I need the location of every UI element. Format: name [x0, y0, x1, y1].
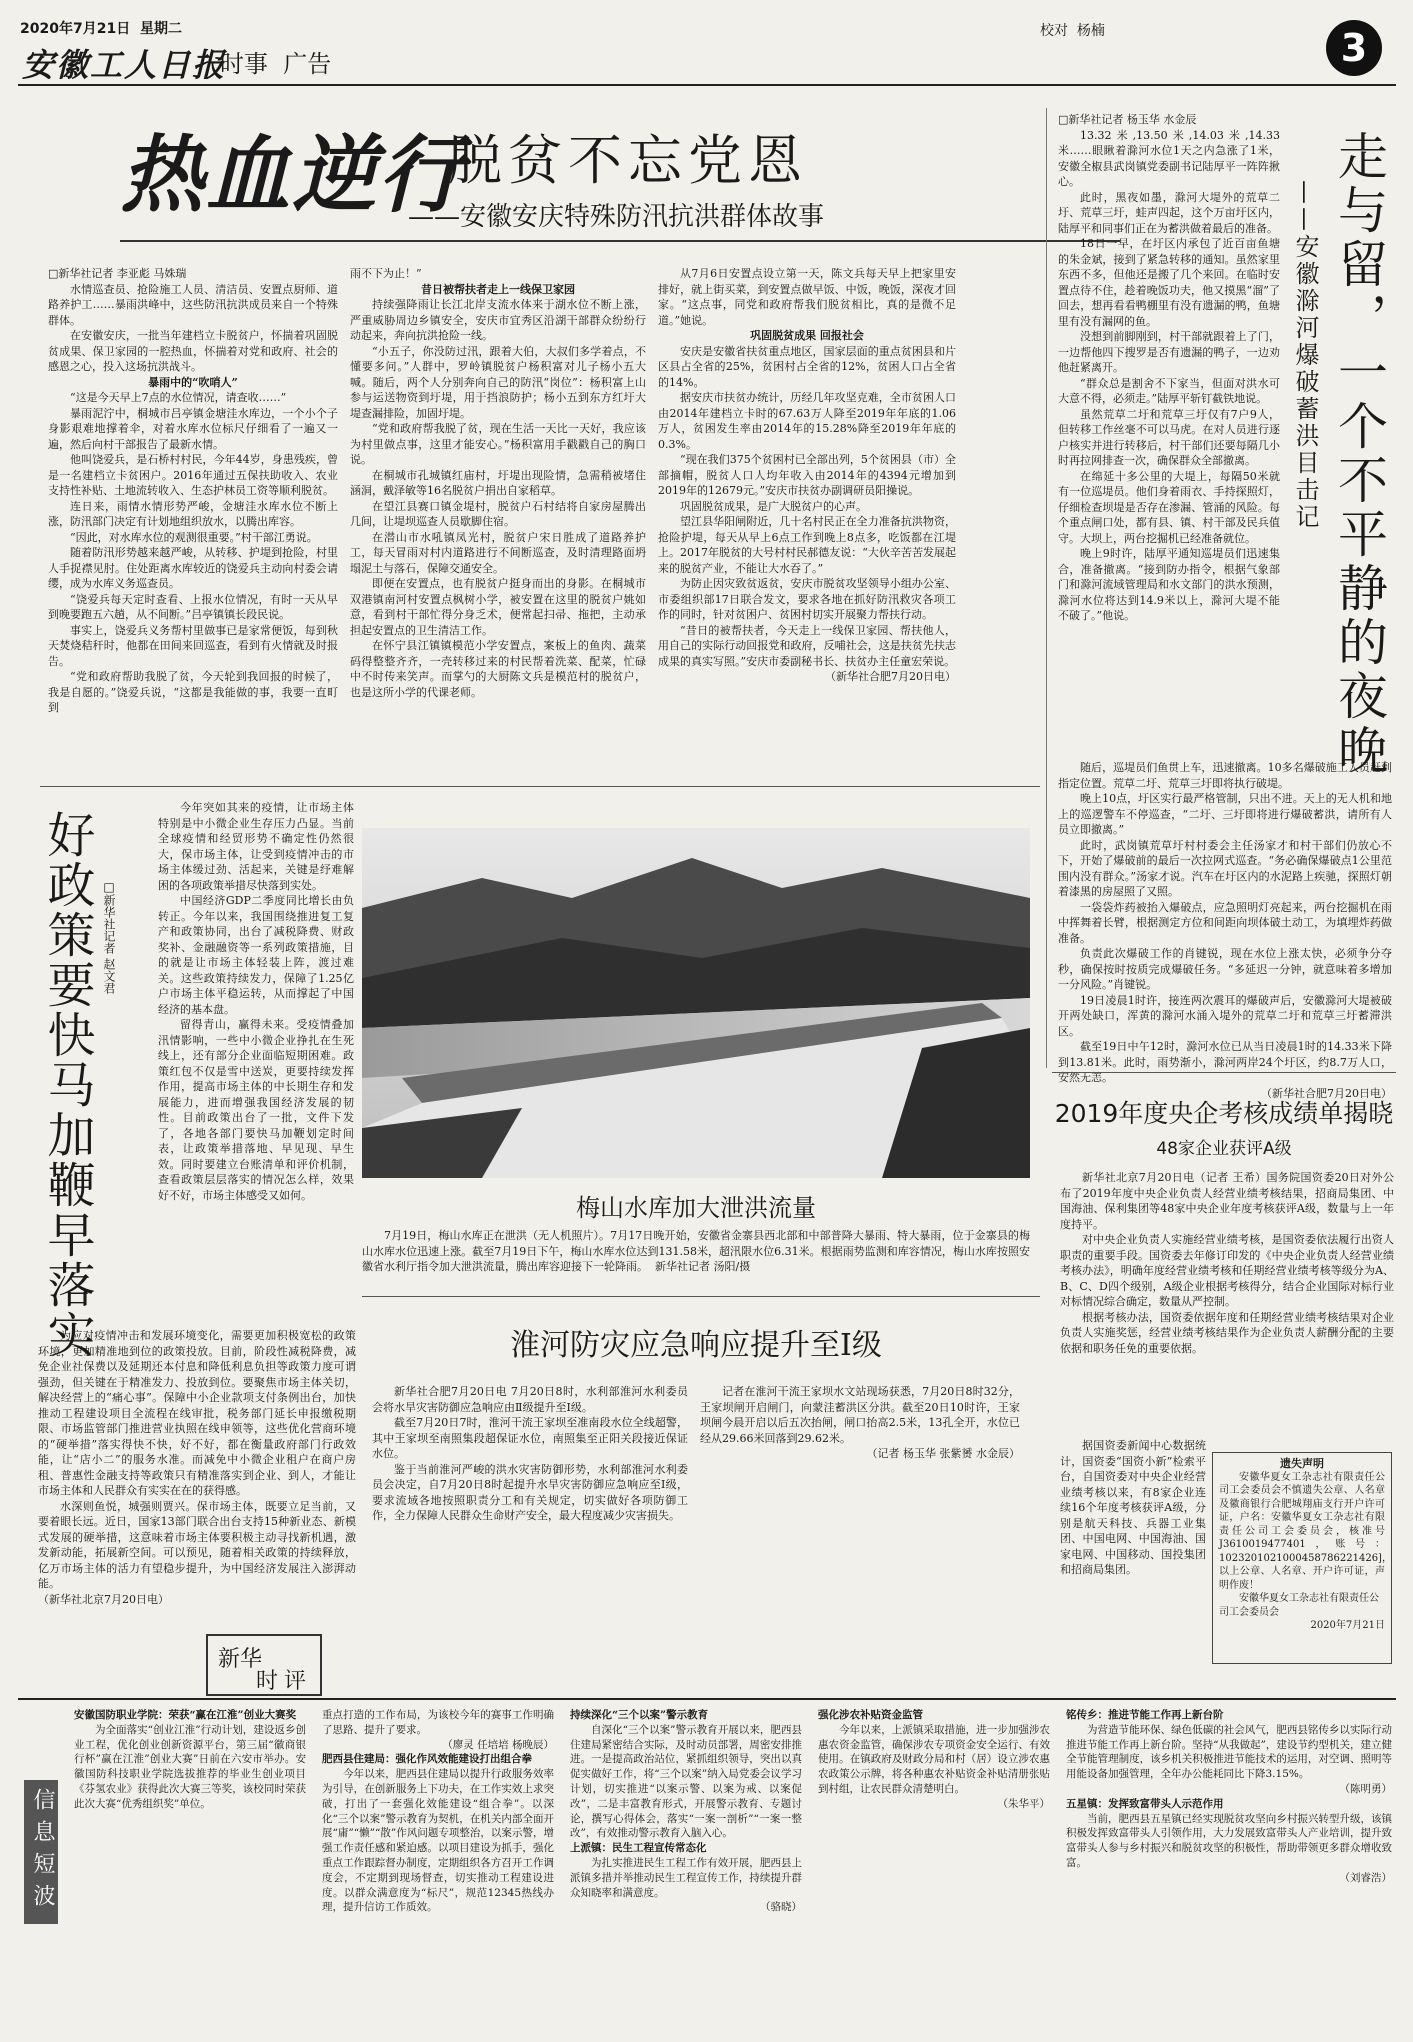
lead-paragraph: 随着防汛形势越来越严峻，从转移、护堤到抢险，村里人手捉襟见肘。住处距离水库较近的饶爱兵主动向村委会请缨，成为水库义务巡查员。	[48, 546, 338, 590]
lead-paragraph: 雨不下为止！”	[350, 267, 422, 280]
policy-text-bottom	[38, 1328, 356, 1607]
briefs-column-1	[74, 1708, 306, 1812]
brief-body: 重点打造的工作布局，为该校今年的赛事工作明确了思路、提升了要求。	[322, 1709, 554, 1736]
policy-paragraph: 为应对疫情冲击和发展环境变化，需要更加积极宽松的政策环境，更加精准地到位的政策投放。目前，阶段性减税降费，减免企业社保费以及延期还本付息和降低利息负担等政策力度可谓强劲，但关键在于精准发力、投放到位。要聚焦市场主体关切，解决经营上的“痛心事”。保障中小企业款项支付条例出台，加快推动工程建设项目全流程在线审批，税务部门延长申报缴税期限、市场监管部门推进营业执照在线申领等，这些优化营商环境的“硬举措”落实得快不快，好不好，都在衡量政府部门行政效能，让“店小二”的服务水准。而减免中小微企业租户在商户房租、普惠性金融支持等政策只有精准落实到企业、到人，才能让市场主体和人民群众有实实在在的获得感。	[38, 1329, 356, 1497]
header-date	[20, 18, 182, 38]
sasac-paragraph: 根据考核办法，国资委依据年度和任期经营业绩考核结果对企业负责人实施奖惩，经营业绩考核结果作为企业负责人薪酬分配的主要依据和职务任免的重要依据。	[1060, 1310, 1394, 1355]
night-paragraph: 随后，巡堤员们鱼贯上车，迅速撤离。10多名爆破施工人员赶到指定位置。荒草二圩、荒草三圩即将执行破堤。	[1058, 761, 1392, 790]
sasac-paragraph: 据国资委新闻中心数据统计，国资委“国资小新”检索平台，自国资委对中央企业经营业绩考核以来，有8家企业连续16个年度考核获评A级，分别是航天科技、兵器工业集团、中国电网、中国海油、国家电网、中国移动、国投集团和招商局集团。	[1060, 1439, 1206, 1576]
lead-brush-title: 热血逆行	[120, 126, 465, 224]
policy-paragraph: 中国经济GDP二季度同比增长由负转正。今年以来，我国围绕推进复工复产和政策协同，出台了减税降费、财政奖补、金融融资等一系列政策措施，目的就是让市场主体轻装上阵，渡过难关。这些政策持续发力，保障了1.25亿户市场主体平稳运转，从而撑起了中国经济的基本盘。	[158, 894, 354, 1016]
huaihe-paragraph: 鉴于当前淮河严峻的洪水灾害防御形势，水利部淮河水利委员会决定，自7月20日8时起提升水旱灾害防御应急响应至Ⅰ级，要求流域各地按照职责分工和有关规定，切实做好各项防御工作，全力保障人民群众生命财产安全，最大程度减少灾害损失。	[372, 1462, 688, 1522]
photo-caption-body	[362, 1228, 1030, 1275]
night-paragraph: 虽然荒草二圩和荒草三圩仅有7户9人，但转移工作丝毫不可以马虎。在对人员进行逐户核实并进行转移后，村干部们还要每隔几小时再拉网排查一次，确保群众全部撤离。	[1058, 407, 1280, 467]
briefs-column-3	[570, 1708, 802, 1915]
night-text-bottom	[1058, 760, 1392, 1101]
lead-subheading: 巩固脱贫成果 回报社会	[750, 329, 864, 342]
night-paragraph: 一袋袋炸药被抬入爆破点，应急照明灯亮起来，两台挖掘机在雨中挥舞着长臂，根据测定方位和间距向坝体破土动工，为填埋炸药做准备。	[1058, 900, 1392, 945]
brief-title: 肥西县住建局：强化作风效能建设打出组合拳	[322, 1753, 532, 1766]
lost-notice-box	[1212, 1452, 1392, 1664]
page-number-badge	[1326, 20, 1382, 76]
night-paragraph: 18日一早，在圩区内承包了近百亩鱼塘的朱金斌，接到了紧急转移的通知。虽然家里东西不多，但他还是搬了几个来回。在临时安置点待不住，趁着晚饭功夫，他又摸黑“溜”了回去，想再看看鸭棚里有没有遗漏的鸭，鱼塘里有没有漏网的鱼。	[1058, 237, 1280, 328]
lead-paragraph: 暴雨泥泞中，桐城市吕亭镇金塘洼水库边，一个小个子身影艰难地撑着伞，对着水库水位标尺仔细看了一遍又一遍，然后向村干部报告了最新水情。	[48, 406, 338, 451]
lead-paragraph: 从7月6日安置点设立第一天，陈文兵每天早上把家里安排好，就上街买菜，到安置点做早饭、中饭，晚饭，深夜才回家。“这点事，同党和政府帮我们脱贫相比，真的是微不足道。”她说。	[658, 267, 956, 327]
lead-paragraph: 安庆是安徽省扶贫重点地区，国家层面的重点贫困县和片区县占全省的25%，贫困村占全省的12%，贫困人口占全省的14%。	[658, 344, 956, 389]
brief-credit: （骆晓）	[760, 1901, 802, 1914]
night-paragraph: 此时，黑夜如墨，滁河大堤外的荒草二圩、荒草三圩，蛙声四起，这个万亩圩区内，陆厚平和同事们正在为蓄洪做着最后的准备。	[1058, 190, 1280, 235]
brief-credit: （廖灵 任培培 杨晚辰）	[442, 1738, 554, 1751]
proofreader: 校对 杨楠	[1040, 23, 1105, 39]
header-rule	[18, 84, 1396, 86]
policy-byline: □新华社记者 赵文君	[102, 880, 116, 994]
paper-name: 安徽工人日报	[22, 46, 227, 84]
huaihe-paragraph: 截至7月20日7时，淮河干流王家坝至准南段水位全线超警，其中王家坝至南照集段超保证水位，南照集至正阳关段接近保证水位。	[372, 1416, 688, 1460]
sasac-text-full	[1060, 1170, 1394, 1356]
briefs-top-rule	[18, 1698, 1396, 1700]
night-left-rule	[1046, 108, 1047, 1068]
lead-bottom-rule	[40, 786, 1040, 787]
lead-subheading: 昔日被帮扶者走上一线保卫家园	[421, 282, 575, 296]
briefs-column-2	[322, 1708, 554, 1915]
reservoir-photo	[362, 828, 1030, 1178]
night-byline: □新华社记者 杨玉华 水金辰	[1058, 113, 1197, 126]
brief-body: 自深化“三个以案”警示教育开展以来，肥西县住建局紧密结合实际，及时动员部署，周密安排推进。一是提高政治站位，紧抓组织领导，突出以真促实做好工作，将“三个以案”纳入局党委会议学习计划，切实推进“以案示警、以案为戒、以案促改”，二是丰富教育形式，开展警示教育、专题讨论，撰写心得体会，落实“一案一剖析”“一案一整改”，有效推动警示教育入脑入心。	[570, 1723, 802, 1840]
lost-notice-signer: 安徽华夏女工杂志社有限责任公司工会委员会	[1219, 1593, 1379, 1618]
night-paragraph: 截至19日中午12时，滁河水位已从当日凌晨1时的14.33米下降到13.81米。此时，雨势渐小，滁河两岸24个圩区，约8.7万人口，安然无恙。	[1058, 1040, 1392, 1084]
night-title: 走与留，一个不平静的夜晚	[1330, 130, 1388, 778]
lead-title-rule	[120, 240, 1120, 242]
lead-column-2	[350, 266, 646, 700]
night-paragraph: 在绵延十多公里的大堤上，每隔50米就有一位巡堤员。他们身着雨衣、手持探照灯，仔细检查坝堤是否存在渗漏、管涌的风险。每个重点闸口处，都有县、镇、村干部及民兵值守。大坝上，两台挖掘机已经准备就位。	[1058, 469, 1280, 545]
brief-title: 上派镇：民生工程宣传常态化	[570, 1842, 707, 1855]
night-paragraph: “群众总是割舍不下家当，但面对洪水可大意不得，必须走。”陆厚平斩钉截铁地说。	[1058, 376, 1280, 405]
lost-notice-date: 2020年7月21日	[1310, 1620, 1385, 1631]
lead-paragraph: “饶爱兵每天定时查看、上报水位情况，有时一天从早到晚要跑五六趟，从不间断。”吕亭镇镇长段民说。	[48, 592, 338, 621]
night-credit: （新华社合肥7月20日电）	[1261, 1086, 1392, 1100]
night-paragraph: 没想到前脚刚到，村干部就跟着上了门，一边帮他四下搜罗是否有遗漏的鸭子，一边劝他赶紧离开。	[1058, 330, 1280, 374]
reservoir-photo-graphic	[362, 828, 1030, 1178]
night-subtitle: ——安徽滁河爆破蓄洪目击记	[1291, 180, 1319, 531]
section-name: 时事 广告	[220, 50, 332, 78]
lead-paragraph: “昔日的被帮扶者，今天走上一线保卫家园、帮扶他人，用自己的实际行动回报党和政府，反哺社会，这是扶贫先扶志成果的真实写照。”安庆市委副秘书长、扶贫办主任童宏荣说。	[658, 623, 956, 668]
night-paragraph: 晚上10点，圩区实行最严格管制，只出不进。天上的无人机和地上的巡逻警车不停巡查，“二圩、三圩即将进行爆破蓄洪，请所有人员立即撤离。”	[1058, 792, 1392, 836]
lost-notice-title: 遗失声明	[1280, 1457, 1324, 1470]
tag-xinhua: 新华	[218, 1647, 263, 1672]
huaihe-title: 淮河防灾应急响应提升至Ⅰ级	[510, 1328, 882, 1363]
date: 2020年7月21日	[20, 21, 131, 37]
lead-paragraph: 巩固脱贫成果，是广大脱贫户的心声。	[680, 499, 867, 513]
huaihe-credit: （记者 杨玉华 张紫赟 水金辰）	[866, 1447, 1020, 1460]
sasac-subtitle: 48家企业获评A级	[1156, 1139, 1292, 1159]
photo-bottom-rule	[362, 1296, 1040, 1297]
brief-title: 强化涉农补贴资金监管	[818, 1709, 923, 1721]
lead-title: 脱贫不忘党恩	[448, 129, 808, 192]
brief-credit: （朱华平）	[997, 1797, 1050, 1810]
lead-paragraph: 望江县华阳闸附近，几十名村民正在全力准备抗洪物资，抢险护堤，每天从早上6点工作到晚上8点多，吃饭都在江堤上。2017年脱贫的大号村村民郝德友说：“大伙辛苦苦发展起来的脱贫产业，不能让大水吞了。”	[658, 515, 956, 575]
lead-paragraph: 据安庆市扶贫办统计，历经几年攻坚克难，全市贫困人口由2014年建档立卡时的67.63万人降至2019年年底的1.06万人，贫困发生率由2014年的15.28%降至2019年年底的0.3%。	[658, 391, 956, 451]
lead-subheading: 暴雨中的“吹哨人”	[148, 375, 238, 389]
photo-credit: 新华社记者 汤阳/摄	[655, 1260, 751, 1273]
policy-title: 好政策要快马加鞭早落实	[39, 810, 95, 1360]
lead-byline: □新华社记者 李亚彪 马姝瑞	[48, 267, 187, 280]
night-paragraph: 负责此次爆破工作的肖键锐，现在水位上涨太快，必须争分夺秒，确保按时按质完成爆破任务。“多延迟一分钟，就意味着多增加一分风险。”肖键锐。	[1058, 947, 1392, 991]
lead-paragraph: 在怀宁县江镇镇模范小学安置点，案板上的鱼肉、蔬菜码得整整齐齐，一壳转移过来的村民帮着洗菜、配菜，忙碌中不时传来笑声。而掌勺的大厨陈文兵是模范村的脱贫户，也是这所小学的代课老师。	[350, 639, 646, 699]
huaihe-column-1	[372, 1384, 688, 1524]
brief-body: 为全面落实“创业江淮”行动计划，建设返乡创业工程，优化创业创新资源平台，第三届“徽商银行杯”赢在江淮”创业大赛”日前在六安市举办。安徽国防科技职业学院选拔推荐的毕业生创业项目《芬氢农业》获得此次大赛三等奖，该校同时荣获此次大赛“优秀组织奖”单位。	[74, 1723, 306, 1810]
policy-paragraph: 留得青山，赢得未来。受疫情叠加汛情影响，一些中小微企业挣扎在生死线上，还有部分企业面临短期困难。政策红包不仅是雪中送炭，更要持续发挥作用，提高市场主体的中长期生存和发展能力，进而增强我国经济发展的韧性。目前政策出台了一批，文件下发了，各地各部门要快马加鞭划定时间表，让政策举措落地、早见现、早生效。同时要建立台账清单和评价机制，查看政策层层落实的情况怎么样，效果好不好，市场主体感受又如何。	[158, 1018, 354, 1202]
brief-title: 安徽国防职业学院：荣获“赢在江淮”创业大赛奖	[74, 1709, 297, 1721]
sasac-text-narrow	[1060, 1438, 1206, 1578]
brief-title: 铭传乡：推进节能工作再上新台阶	[1066, 1709, 1224, 1721]
sasac-paragraph: 对中央企业负责人实施经营业绩考核，是国资委依法履行出资人职责的重要手段。国资委去年修订印发的《中央企业负责人经营业绩考核办法》，明确年度经营业绩考核和任期经营业绩考核等级分为A、B、C、D四个级别，A级企业根据考核得分，结合企业国际对标行业对标情况综合确定，数量从严控制。	[1060, 1233, 1394, 1308]
briefs-column-4	[818, 1708, 1050, 1812]
lead-paragraph: “现在我们375个贫困村已全部出列，5个贫困县（市）全部摘帽，脱贫人口人均年收入由2014年的4394元增加到2019年的12679元。”安庆市扶贫办副调研员阳操说。	[658, 453, 956, 497]
policy-credit: （新华社北京7月20日电）	[38, 1592, 169, 1606]
lead-paragraph: 即便在安置点，也有脱贫户挺身而出的身影。在桐城市双港镇南河村安置点枫树小学，被安置在这里的脱贫户姚如意，看到村干部忙得分身乏术，便常起扫帚、拖把，主动承担起安置点的卫生清洁工作。	[350, 577, 646, 637]
lead-paragraph: “党和政府帮助我脱了贫，今天轮到我回报的时候了，我是自愿的。”饶爱兵说，“这都是我能做的事，我要一直町到	[48, 670, 338, 714]
night-text-top	[1058, 112, 1280, 624]
huaihe-column-2	[700, 1384, 1020, 1462]
brief-credit: （陈明勇）	[1339, 1782, 1392, 1795]
lead-paragraph: “小五子，你没防过汛，跟着大伯，大叔们多学着点，不懂要多问。”人群中，罗岭镇脱贫户杨积富对儿子杨小五大喊。随后，两个人分别奔向自己的防汛“岗位”：杨积富上山参与运送物资到圩堤，用于挡浪防护；杨小五到东方红圩大堤查漏排险，加固圩堤。	[350, 344, 646, 420]
lead-subtitle: ——安徽安庆特殊防汛抗洪群体故事	[408, 202, 825, 232]
lead-paragraph: 持续强降雨让长江北岸支流水体来于湖水位不断上涨，严重威胁周边乡镇安全，安庆市宜秀区沿湖干部群众纷纷行动起来，奔向抗洪抢险一线。	[350, 298, 646, 342]
sasac-title: 2019年度央企考核成绩单揭晓	[1054, 1099, 1394, 1128]
briefs-label: 信息短波	[24, 1780, 58, 1924]
night-paragraph: 19日凌晨1时许，接连两次震耳的爆破声后，安徽滁河大堤被破开两处缺口，浑黄的滁河水涌入堤外的荒草二圩和荒草三圩蓄滞洪区。	[1058, 993, 1392, 1038]
briefs-column-5	[1066, 1708, 1392, 1886]
page-number: 3	[1340, 26, 1368, 70]
brief-body: 为扎实推进民生工程工作有效开展，肥西县上派镇多措并举推动民生工程宣传工作，持续提升群众知晓率和满意度。	[570, 1856, 802, 1899]
sasac-paragraph: 新华社北京7月20日电（记者 王希）国务院国资委20日对外公布了2019年度中央企业负责人经营业绩考核结果，招商局集团、中国海油、保利集团等48家中央企业年度考核获评A级，数量与上一年度持平。	[1060, 1171, 1394, 1231]
policy-text-right-column	[158, 800, 354, 1203]
photo-caption-text	[362, 1228, 1030, 1275]
brief-title: 五星镇：发挥致富带头人示范作用	[1066, 1797, 1224, 1810]
caption-text: 7月19日，梅山水库正在泄洪（无人机照片）。7月17日晚开始，安徽省金寨县西北部和中部普降大暴雨、特大暴雨，位于金寨县的梅山水库水位迅速上涨。截至7月19日下午，梅山水库水位达到131.58米，超汛限水位6.31米。根据雨势监测和库容情况，梅山水库按照安徽省水利厅指令加大泄洪流量，腾出库容迎接下一轮降雨。	[362, 1229, 1030, 1273]
brief-body: 今年以来，上派镇采取措施，进一步加强涉农惠农资金监管，确保涉农专项资金安全运行、有效使用。在镇政府及财政分局和村（居）设立涉农惠农政策公示牌，将各种惠农补贴资金补贴清册张贴到村组，让农民群众清楚明白。	[818, 1723, 1050, 1795]
lead-column-3	[658, 266, 956, 685]
lead-paragraph: 在望江县赛口镇金堤村，脱贫户石村结将自家房屋腾出几间，让堤坝巡查人员歇脚住宿。	[350, 499, 646, 528]
brief-body: 今年以来，肥西县住建局以提升行政服务效率为引导，在创新服务上下功夫，在工作实效上求突破，打出了一套强化效能建设“组合拳”。以深化“三个以案”警示教育为契机，在机关内部全面开展“庸”“懒”“散”作风问题专项整治，以案示警，增强工作责任感和紧迫感。以项目建设为抓手，强化重点工作跟踪督办制度，定期组织各方召开工作调度会，不定期到现场督查，切实推动工程建设进度。以群众满意度为“标尺”，规范12345热线办理，提升信访工作质效。	[322, 1768, 554, 1914]
huaihe-paragraph: 新华社合肥7月20日电 7月20日8时，水利部淮河水利委员会将水旱灾害防御应急响应由Ⅱ级提升至Ⅰ级。	[372, 1385, 688, 1414]
lost-notice-body: 安徽华夏女工杂志社有限责任公司工会委员会不慎遗失公章、人名章及徽商银行合肥城翔庙支行开户许可证，户名：安徽华夏女工杂志社有限责任公司工会委员会，核准号J3610019477401，账号：1023201021000458786221426]，以上公章、人名章、开户许可证，声明作废！	[1219, 1471, 1392, 1591]
huaihe-paragraph: 记者在淮河干流王家坝水文站现场获悉，7月20日8时32分，王家坝闸开启闸门，向蒙洼蓄洪区分洪。截至20日10时许，王家坝闸今晨开启以后五次抬闸，闸口抬高2.5米，13孔全开，水位已经从29.66米回落到29.62米。	[700, 1385, 1020, 1445]
brief-body: 当前，肥西县五星镇已经实现脱贫攻坚向乡村振兴转型升级，该镇积极发挥致富带头人引领作用，大力发展致富带头人产业培训，提升致富带头人参与乡村振兴和脱贫攻坚的积极性，帮助带领更多群众增收致富。	[1066, 1812, 1392, 1869]
photo-caption-title: 梅山水库加大泄洪流量	[576, 1194, 816, 1222]
lead-paragraph: 他叫饶爱兵，是石桥村村民，今年44岁，身患残疾，曾是一名建档立卡贫困户。2016年通过五保扶助收入、农业支持性补贴、土地流转收入、生态护林员工资等顺利脱贫。	[48, 453, 338, 497]
lead-paragraph: 连日来，雨情水情形势严峻，金塘洼水库水位不断上涨，防汛部门决定有计划地组织放水，以腾出库容。	[48, 499, 338, 528]
lead-paragraph: 在桐城市孔城镇红庙村，圩堤出现险情，急需稍被堵住涵洞，戴泽敏等16名脱贫户捐出自家稻草。	[350, 468, 646, 497]
sasac-top-rule	[1052, 1072, 1396, 1073]
weekday: 星期二	[139, 21, 182, 37]
policy-paragraph: 水深则鱼悦，城强则贾兴。保市场主体，既要立足当前，又要着眼长远。近日，国家13部门联合出台支持15种新业态、新模式发展的硬举措，这意味着市场主体要积极主动寻找新机遇，激发新动能，拓展新空间。可以预见，随着相关政策的持续释放，亿万市场主体的活力有望稳步提升，为中国经济发展注入澎湃动能。	[38, 1499, 356, 1590]
lead-column-1	[48, 266, 338, 716]
lead-paragraph: 事实上，饶爱兵义务帮村里做事已是家常便饭，每到秋天焚烧秸秆时，他都在田间来回巡查，看到有火情就及时报告。	[48, 623, 338, 668]
lead-paragraph: 在安徽安庆，一批当年建档立卡脱贫户，怀揣着巩固脱贫成果、保卫家园的一腔热血，怀揣着对党和政府、社会的感恩之心，投入这场抗洪战斗。	[48, 329, 338, 373]
lead-paragraph: 水情巡查员、抢险施工人员、清洁员、安置点厨师、道路养护工……暴雨洪峰中，这些防汛抗洪成员来自一个特殊群体。	[48, 282, 338, 327]
night-paragraph: 此时，武岗镇荒草圩村村委会主任汤家才和村干部们仍放心不下，开始了爆破前的最后一次拉网式巡查。“务必确保爆破点1公里范围内没有群众。”汤家才说。汽车在圩区内的水泥路上疾驰，探照灯朝着漆黑的房屋照了又照。	[1058, 838, 1392, 898]
policy-paragraph: 今年突如其来的疫情，让市场主体特别是中小微企业生存压力凸显。当前全球疫情和经贸形势不确定性仍然很大，保市场主体，让受到疫情冲击的市场主体缓过劲、活起来，关键是纾难解困的各项政策举措尽快落到实处。	[158, 801, 354, 892]
lead-paragraph: 为防止因灾致贫返贫，安庆市脱贫攻坚领导小组办公室、市委组织部17日联合发文，要求各地在抓好防汛救灾各项工作的同时，针对贫困户、贫困村切实开展聚力帮扶行动。	[658, 577, 956, 621]
night-paragraph: 13.32米,13.50米,14.03米,14.33米……眼瞅着滁河水位1天之内急涨了1米，安徽全椒县武岗镇党委副书记陆厚平一阵阵揪心。	[1058, 128, 1280, 188]
lead-credit: （新华社合肥7月20日电）	[825, 670, 956, 683]
tag-commentary: 时评	[256, 1669, 313, 1694]
brief-credit: （刘睿浩）	[1339, 1871, 1392, 1884]
xinhua-commentary-tag	[206, 1634, 322, 1696]
night-paragraph: 晚上9时许，陆厚平通知巡堤员们迅速集合，准备撤离。“接到防办指令，根据气象部门和滁河流域管理局和水文部门的洪水预测，滁河水位将达到14.9米以上，滁河大堤不能不破了。”他说。	[1058, 547, 1280, 622]
lead-paragraph: “这是今天早上7点的水位情况，请查收……”	[70, 391, 287, 404]
lead-paragraph: 在潜山市水吼镇凤光村，脱贫户宋日胜成了道路养护工，每天冒雨对村内道路进行不间断巡查，及时清理路面坍塌泥土与落石，保障交通安全。	[350, 530, 646, 575]
lead-paragraph: “党和政府帮我脱了贫，现在生活一天比一天好，我应该为村里做点事，这里才能安心。”杨积富用手戳戳自己的胸口说。	[350, 422, 646, 466]
lead-paragraph: “因此，对水库水位的观测很重要。”村干部江勇说。	[70, 530, 318, 544]
brief-body: 为营造节能环保、绿色低碳的社会风气，肥西县铭传乡以实际行动推进节能工作再上新台阶。坚持“从我做起”，建设节约型机关，建立健全节能管理制度，该乡机关积极推进节能技术的运用，对空调、照明等用能设备加强管理，全年办公能耗同比下降3.15%。	[1066, 1723, 1392, 1781]
brief-title: 持续深化“三个以案”警示教育	[570, 1709, 709, 1721]
